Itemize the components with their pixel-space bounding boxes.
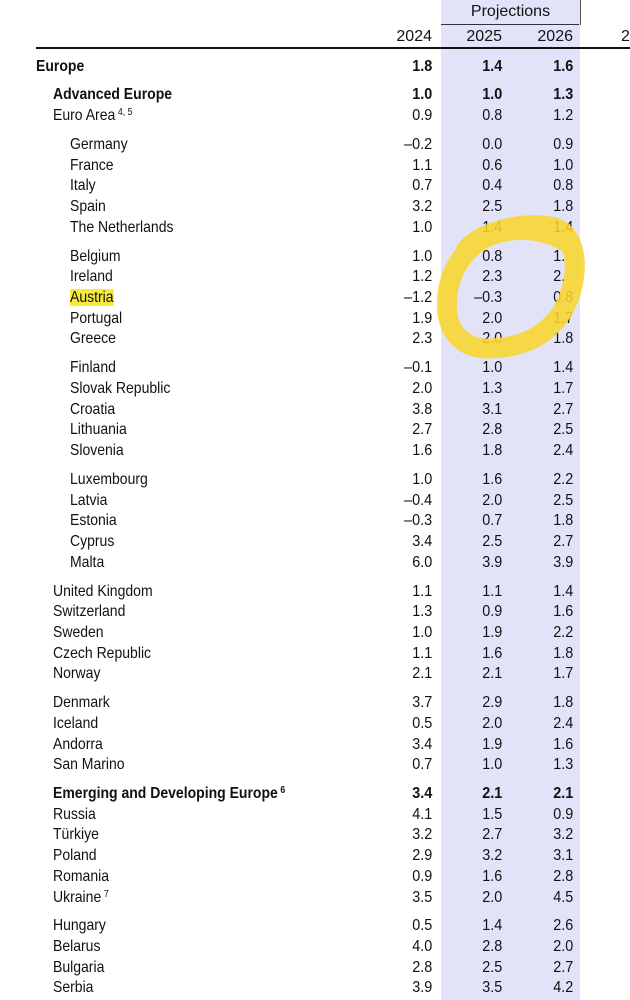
value-2025: 1.4 [481,57,502,75]
value-2025: 1.3 [481,379,502,397]
value-2025: 2.0 [481,309,502,327]
value-2024: 1.9 [411,309,432,327]
table-row [0,106,630,127]
value-2024: 2.0 [411,379,432,397]
row-label-cell [53,644,151,665]
value-2025: 2.0 [481,330,502,348]
value-2024: 1.0 [411,623,432,641]
row-group [0,470,630,573]
row-label: United Kingdom [53,582,153,600]
footnote-marker: 6 [280,785,286,797]
table-row [0,714,630,735]
table-row [0,805,630,826]
row-group [0,693,630,776]
table-row [0,57,630,78]
table-row [0,218,630,239]
value-2024: 3.2 [411,826,432,844]
value-2024: 4.1 [411,805,432,823]
value-2026: 2.7 [552,532,573,550]
value-2025: 2.5 [481,532,502,550]
row-label: Andorra [53,735,103,753]
value-2025: 1.9 [481,735,502,753]
row-label-cell [53,916,106,937]
value-2024: 0.9 [411,867,432,885]
table-row [0,441,630,462]
value-2025: 1.4 [481,917,502,935]
value-2025: 1.6 [481,470,502,488]
row-label-cell [70,441,124,462]
row-label: Serbia [53,979,94,997]
row-label-cell [70,267,113,288]
value-2024: –0.4 [403,491,432,509]
row-group [0,358,630,461]
row-label-cell [53,825,99,846]
row-label-cell [53,664,100,685]
value-2026: 0.8 [552,289,573,307]
row-label: Norway [53,665,101,683]
projections-label: Projections [470,3,551,20]
year-header-2025: 2025 [466,28,502,45]
value-2026: 2.4 [552,714,573,732]
table-row [0,644,630,665]
value-2026: 2.5 [552,421,573,439]
value-2026: 1.8 [552,644,573,662]
row-label-cell [70,358,116,379]
value-2026: 2.4 [552,442,573,460]
row-label: Germany [70,136,128,154]
table-row [0,553,630,574]
value-2025: 2.1 [481,665,502,683]
value-2024: –0.3 [403,512,432,530]
row-label: Luxembourg [70,470,148,488]
table-row [0,693,630,714]
table-row [0,400,630,421]
value-2024: 1.1 [411,644,432,662]
row-label-cell [70,309,122,330]
row-label: Ukraine [53,888,102,906]
table-row [0,329,630,350]
value-2024: 2.3 [411,330,432,348]
row-label: Iceland [53,714,99,732]
row-label-cell [53,958,104,979]
value-2026: 1.6 [552,603,573,621]
row-label-cell [36,57,84,78]
table-row [0,867,630,888]
row-label-cell [53,85,172,106]
value-2024: 3.2 [411,198,432,216]
value-2026: 2.6 [552,917,573,935]
value-2025: 0.4 [481,177,502,195]
value-2025: 0.0 [481,136,502,154]
header-rule [36,47,630,49]
row-label-cell [53,693,110,714]
value-2024: 1.8 [411,57,432,75]
row-label: Switzerland [53,603,126,621]
table-row [0,176,630,197]
value-2025: 1.6 [481,644,502,662]
row-label-cell [53,888,109,911]
value-2025: 1.5 [481,805,502,823]
row-label: Spain [70,198,106,216]
row-label-cell [53,582,153,603]
value-2025: 2.5 [481,958,502,976]
value-2024: 0.7 [411,756,432,774]
value-2024: 3.7 [411,694,432,712]
value-2025: 2.0 [481,491,502,509]
row-label: Bulgaria [53,958,105,976]
table-row [0,602,630,623]
row-label: Romania [53,867,110,885]
table-row [0,511,630,532]
value-2024: 1.1 [411,156,432,174]
value-2024: –1.2 [403,289,432,307]
value-2026: 1.8 [552,198,573,216]
row-label: Czech Republic [53,644,152,662]
value-2024: 1.2 [411,268,432,286]
table-row [0,664,630,685]
value-2025: 2.3 [481,268,502,286]
value-2026: 4.2 [552,979,573,997]
row-group [0,135,630,238]
row-label-cell [53,714,98,735]
row-label-cell [70,247,121,268]
row-label: Hungary [53,917,106,935]
row-label-cell [70,135,128,156]
row-label-cell [70,511,117,532]
value-2024: 2.9 [411,847,432,865]
row-label: San Marino [53,756,125,774]
row-label: Slovak Republic [70,379,171,397]
value-2024: 3.4 [411,785,432,803]
value-2025: 3.1 [481,400,502,418]
value-2026: 1.7 [552,309,573,327]
row-label-cell [70,400,115,421]
row-label: Portugal [70,309,123,327]
row-label-cell [70,197,106,218]
row-label: Euro Area [53,107,116,125]
row-label: Croatia [70,400,116,418]
value-2025: 2.8 [481,421,502,439]
row-label: Slovenia [70,442,124,460]
value-2026: 1.6 [552,735,573,753]
value-2026: 1.4 [552,582,573,600]
row-label: Latvia [70,491,108,509]
value-2024: 0.9 [411,107,432,125]
row-label: Greece [70,330,116,348]
value-2026: 1.0 [552,156,573,174]
row-label: Finland [70,359,116,377]
value-2024: 1.0 [411,470,432,488]
value-2025: 2.7 [481,826,502,844]
value-2025: 0.8 [481,247,502,265]
value-2026: 1.6 [552,57,573,75]
row-label: Russia [53,805,96,823]
value-2026: 2.7 [552,958,573,976]
table-row [0,491,630,512]
value-2024: 3.4 [411,532,432,550]
value-2026: 1.3 [552,756,573,774]
value-2024: 0.7 [411,177,432,195]
value-2026: 2.7 [552,400,573,418]
value-2024: 1.0 [411,247,432,265]
row-label: Belgium [70,247,121,265]
row-label-cell [53,805,96,826]
value-2024: 3.4 [411,735,432,753]
value-2025: 1.0 [481,86,502,104]
row-label-cell [53,978,93,999]
value-2026: 1.8 [552,512,573,530]
value-2024: 1.0 [411,86,432,104]
row-group [0,784,630,908]
value-2025: 0.9 [481,603,502,621]
value-2026: 1.2 [552,107,573,125]
value-2025: 1.4 [481,218,502,236]
value-2024: 1.3 [411,603,432,621]
value-2024: 0.5 [411,917,432,935]
row-label-cell [53,846,97,867]
value-2025: 1.1 [481,582,502,600]
table-row [0,85,630,106]
value-2025: 3.5 [481,979,502,997]
value-2025: 2.5 [481,198,502,216]
projections-underline [441,24,579,25]
row-label-cell [53,623,104,644]
row-label-cell [53,755,125,776]
value-2026: 0.9 [552,136,573,154]
value-2026: 1.4 [552,218,573,236]
value-2025: 1.9 [481,623,502,641]
row-label-cell [53,106,132,129]
value-2024: 2.1 [411,665,432,683]
row-label: Poland [53,847,97,865]
value-2026: 4.5 [552,888,573,906]
row-label-cell [70,379,170,400]
value-2026: 0.9 [552,805,573,823]
year-header-2024: 2024 [396,28,432,45]
row-label-cell [53,867,109,888]
row-label-cell [70,176,96,197]
value-2025: 3.2 [481,847,502,865]
table-row [0,197,630,218]
value-2026: 1.8 [552,694,573,712]
value-2026: 3.2 [552,826,573,844]
value-2024: 6.0 [411,553,432,571]
row-label-cell [70,491,107,512]
value-2026: 1. [552,247,565,265]
footnote-marker: 4, 5 [117,107,133,119]
footnote-marker: 7 [103,888,109,900]
value-2025: 2.0 [481,888,502,906]
row-label-cell [70,553,104,574]
table-row [0,755,630,776]
value-2025: 2.8 [481,938,502,956]
value-2024: 4.0 [411,938,432,956]
value-2026: 1.4 [552,359,573,377]
value-2025: 3.9 [481,553,502,571]
row-label: Denmark [53,694,110,712]
value-2026: 0.8 [552,177,573,195]
value-2025: 0.6 [481,156,502,174]
row-label: Türkiye [53,826,99,844]
table-row [0,735,630,756]
row-label: The Netherlands [70,218,174,236]
table-row [0,916,630,937]
value-2026: 1.8 [552,330,573,348]
row-label: Malta [70,553,105,571]
value-2024: 2.8 [411,958,432,976]
value-2024: 1.1 [411,582,432,600]
row-group [0,582,630,685]
row-label-cell [70,329,116,350]
value-2024: 2.7 [411,421,432,439]
table-row [0,623,630,644]
value-2026: 1.3 [552,86,573,104]
row-label: Europe [36,57,85,75]
value-2025: 1.0 [481,756,502,774]
row-label-cell [70,470,148,491]
table-row [0,247,630,268]
highlighted-row-label: Austria [70,289,114,307]
value-2024: –0.2 [403,136,432,154]
table-row [0,937,630,958]
table-row [0,958,630,979]
value-2026: 2.2 [552,470,573,488]
table-row [0,156,630,177]
value-2024: 0.5 [411,714,432,732]
table-row [0,532,630,553]
value-2025: 2.1 [481,785,502,803]
table-row [0,784,630,805]
table-row [0,582,630,603]
row-label: France [70,156,114,174]
row-label-cell [53,937,100,958]
row-label-cell [53,735,103,756]
table-row [0,888,630,909]
value-2026: 1.7 [552,665,573,683]
table-row [0,420,630,441]
value-2026: 1.7 [552,379,573,397]
value-2025: 1.8 [481,442,502,460]
table-row [0,358,630,379]
row-label: Sweden [53,623,104,641]
row-label: Advanced Europe [53,86,173,104]
value-2026: 2.5 [552,491,573,509]
table-row [0,978,630,999]
value-2025: 1.6 [481,867,502,885]
table-row [0,267,630,288]
value-2025: 1.0 [481,359,502,377]
row-label-cell [70,532,114,553]
table-body [0,57,630,1000]
value-2026: 2.2 [552,623,573,641]
row-label: Estonia [70,512,117,530]
row-label-cell [70,420,127,441]
row-label-cell [70,218,174,239]
next-year-header-partial: 2 [621,28,630,45]
row-label: Cyprus [70,532,115,550]
table-row [0,309,630,330]
table-row [0,825,630,846]
row-label-cell [53,784,285,807]
value-2025: 2.0 [481,714,502,732]
value-2024: 1.0 [411,218,432,236]
row-label-cell [70,156,114,177]
value-2024: 3.8 [411,400,432,418]
value-2026: 3.9 [552,553,573,571]
value-2025: 0.7 [481,512,502,530]
table-row [0,135,630,156]
value-2025: 0.8 [481,107,502,125]
row-label: Emerging and Developing Europe [53,785,278,803]
value-2025: 2.9 [481,694,502,712]
value-2026: 2.8 [552,867,573,885]
value-2025: –0.3 [473,289,502,307]
row-label: Belarus [53,938,101,956]
row-group [0,916,630,999]
value-2024: 1.6 [411,442,432,460]
table-row [0,288,630,309]
year-header-2026: 2026 [537,28,573,45]
row-label: Ireland [70,268,113,286]
value-2026: 2.1 [552,785,573,803]
table-row [0,846,630,867]
row-group [0,85,630,126]
value-2026: 2.0 [552,938,573,956]
value-2026: 2. [552,268,565,286]
table-row [0,379,630,400]
value-2024: –0.1 [403,359,432,377]
row-label: Lithuania [70,421,127,439]
table-row [0,470,630,491]
row-group [0,57,630,78]
value-2026: 3.1 [552,847,573,865]
value-2024: 3.5 [411,888,432,906]
projections-box-edge [580,0,581,25]
row-label-cell [70,288,114,309]
row-group [0,247,630,350]
row-label-cell [53,602,125,623]
value-2024: 3.9 [411,979,432,997]
row-label: Italy [70,177,96,195]
